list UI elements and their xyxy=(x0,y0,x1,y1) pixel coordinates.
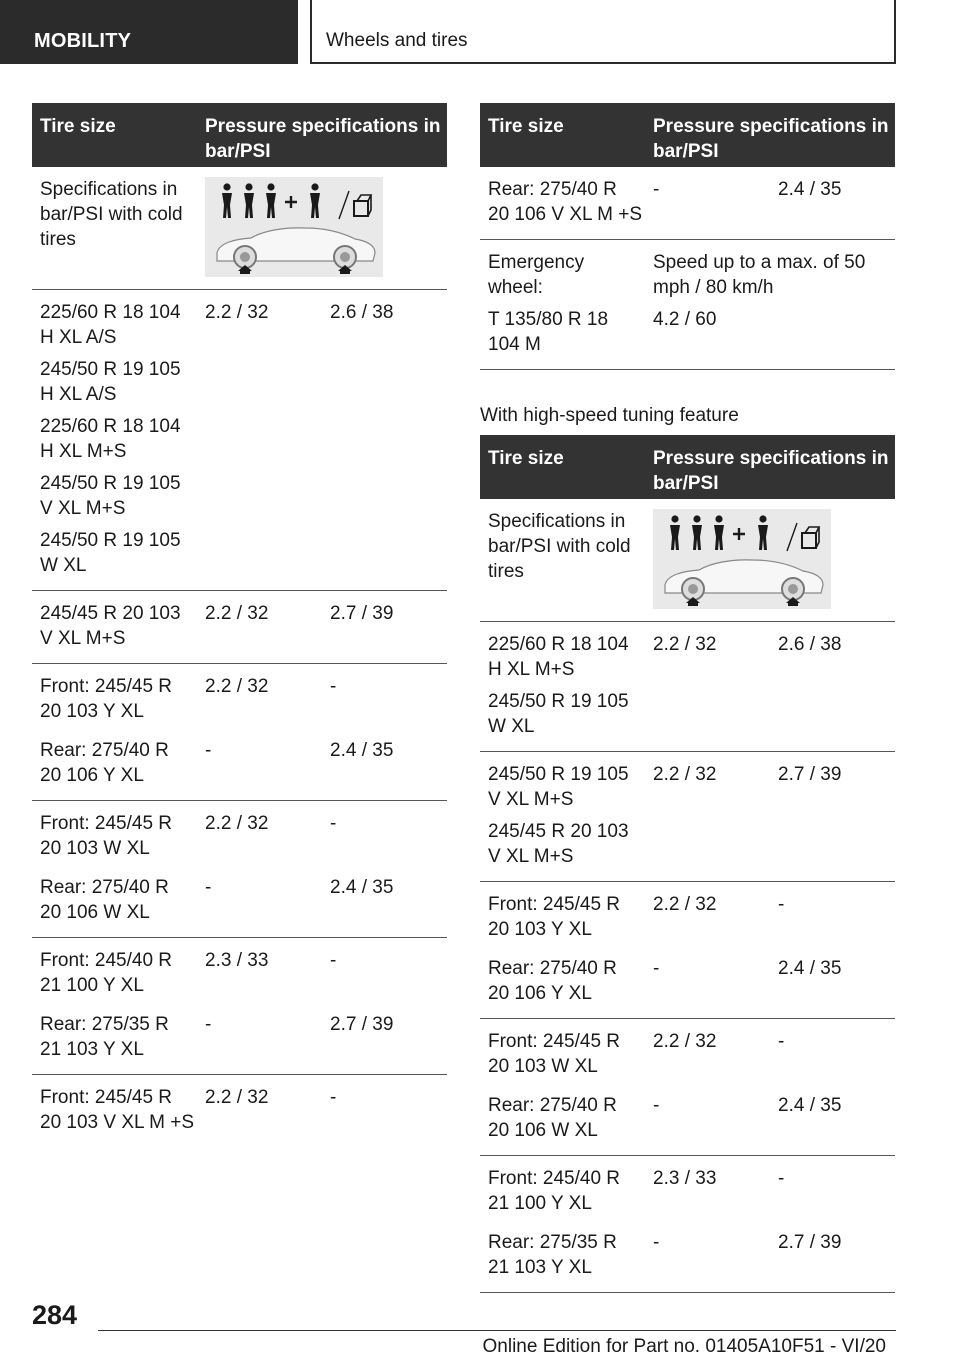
pressure-normal: 2.3 / 33 xyxy=(205,950,269,971)
tire-size: Front: 245/40 R 21 100 Y XL xyxy=(488,1168,621,1214)
pressure-full-load: 2.4 / 35 xyxy=(330,740,394,761)
spec-row xyxy=(32,167,447,290)
tire-size-cell xyxy=(488,177,653,227)
pressure-normal: - xyxy=(653,1095,660,1116)
pressure-normal: 2.3 / 33 xyxy=(653,1168,717,1189)
tire-size: Rear: 275/40 R 20 106 V XL M +S xyxy=(488,179,643,225)
tire-pair-row xyxy=(488,1166,895,1216)
tire-size: 245/50 R 19 105 H XL A/S xyxy=(40,359,181,405)
car-side-icon xyxy=(665,560,823,606)
tire-pair-row xyxy=(488,956,895,1006)
tire-size: 245/50 R 19 105 V XL M+S xyxy=(488,764,629,810)
tire-size: 245/50 R 19 105 W XL xyxy=(488,691,629,737)
table-row xyxy=(480,882,895,1019)
pressure-normal: 2.2 / 32 xyxy=(205,302,269,323)
spec-label: Specifications in bar/PSI with cold tires xyxy=(488,511,631,582)
table-header xyxy=(480,435,895,499)
pressure-normal: 2.2 / 32 xyxy=(653,634,717,655)
pressure-full-load: 2.4 / 35 xyxy=(778,958,842,979)
pressure-note-cell xyxy=(653,250,895,357)
pressure-full-load: - xyxy=(778,1168,785,1189)
pressure-normal: - xyxy=(205,877,212,898)
tire-size: 245/45 R 20 103 V XL M+S xyxy=(488,821,629,867)
table-row xyxy=(480,167,895,240)
col-header-tire-size: Tire size xyxy=(488,116,564,137)
table-row xyxy=(32,591,447,664)
pressure-full-load: 2.6 / 38 xyxy=(330,302,394,323)
tire-pair-row xyxy=(488,1093,895,1143)
load-diagram xyxy=(205,177,383,277)
pressure-normal: 2.2 / 32 xyxy=(653,764,717,785)
table-row xyxy=(32,801,447,938)
pressure-full-load: - xyxy=(778,894,785,915)
pressure-normal: 2.2 / 32 xyxy=(653,894,717,915)
pressure-full-load: 2.7 / 39 xyxy=(778,764,842,785)
tire-size: Front: 245/40 R 21 100 Y XL xyxy=(40,950,173,996)
tire-pressure-table-right-top xyxy=(480,103,895,370)
pressure-normal: 2.2 / 32 xyxy=(205,603,269,624)
tire-size-cell xyxy=(40,601,205,651)
pressure-full-load: 2.7 / 39 xyxy=(330,1014,394,1035)
chapter-header xyxy=(310,0,896,64)
pressure-full-load: 2.6 / 38 xyxy=(778,634,842,655)
tire-size-cell xyxy=(488,762,653,869)
pressure-normal: - xyxy=(205,1014,212,1035)
tire-size: Front: 245/45 R 20 103 V XL M +S xyxy=(40,1087,195,1133)
tire-size: 245/50 R 19 105 W XL xyxy=(40,530,181,576)
tire-pair-row xyxy=(40,875,447,925)
pressure-normal: 2.2 / 32 xyxy=(653,1031,717,1052)
tire-size: Front: 245/45 R 20 103 Y XL xyxy=(488,894,621,940)
pressure-full-load: - xyxy=(330,1087,337,1108)
pressure-normal: - xyxy=(205,740,212,761)
spec-label: Specifications in bar/PSI with cold tires xyxy=(40,179,183,250)
col-header-tire-size: Tire size xyxy=(40,116,116,137)
pressure-full-load: - xyxy=(778,1031,785,1052)
tire-pressure-table-high-speed xyxy=(480,435,895,1293)
edition-note: Online Edition for Part no. 01405A10F51 - VI/20 xyxy=(482,1336,886,1357)
pressure-full-load: - xyxy=(330,676,337,697)
table-row xyxy=(480,752,895,882)
tire-size: Front: 245/45 R 20 103 W XL xyxy=(488,1031,621,1077)
footer-rule xyxy=(98,1330,896,1331)
table-row xyxy=(32,1075,447,1147)
tire-size-cell xyxy=(40,1085,205,1135)
tire-size: Rear: 275/35 R 21 103 Y XL xyxy=(40,1014,169,1060)
pressure-normal: - xyxy=(653,179,660,200)
table-row xyxy=(32,664,447,801)
pressure-normal: 2.2 / 32 xyxy=(205,676,269,697)
tire-pair-row xyxy=(40,811,447,861)
pressure-full-load: 2.4 / 35 xyxy=(330,877,394,898)
tire-size: Front: 245/45 R 20 103 W XL xyxy=(40,813,173,859)
tire-size: Rear: 275/40 R 20 106 W XL xyxy=(488,1095,617,1141)
tire-size: Emergency wheel: xyxy=(488,252,585,298)
chapter-title: Wheels and tires xyxy=(326,30,468,51)
col-header-pressure: Pressure specifications in bar/PSI xyxy=(205,116,441,162)
pressure-full-load: - xyxy=(330,950,337,971)
table-row xyxy=(480,240,895,370)
tire-size: 225/60 R 18 104 H XL A/S xyxy=(40,302,181,348)
tire-pressure-table-left xyxy=(32,103,447,1147)
tire-size: 225/60 R 18 104 H XL M+S xyxy=(488,634,629,680)
tire-size: 225/60 R 18 104 H XL M+S xyxy=(40,416,181,462)
pressure-full-load: 2.4 / 35 xyxy=(778,179,842,200)
table-row xyxy=(480,1156,895,1293)
tire-pair-row xyxy=(40,948,447,998)
tire-size: 245/50 R 19 105 V XL M+S xyxy=(40,473,181,519)
pressure-normal: - xyxy=(653,1232,660,1253)
load-diagram xyxy=(653,509,831,609)
pressure-note: Speed up to a max. of 50 mph / 80 km/h xyxy=(653,252,866,298)
tire-pair-row xyxy=(40,674,447,724)
section-label: MOBILITY xyxy=(34,30,132,52)
tire-pair-row xyxy=(40,738,447,788)
pressure-normal: 2.2 / 32 xyxy=(205,813,269,834)
pressure-normal: - xyxy=(653,958,660,979)
passengers-luggage-icon xyxy=(205,177,383,277)
car-side-icon xyxy=(217,228,375,274)
col-header-pressure: Pressure specifications in bar/PSI xyxy=(653,448,889,494)
tire-pair-row xyxy=(40,1012,447,1062)
tire-pair-row xyxy=(488,892,895,942)
tire-size: Rear: 275/40 R 20 106 Y XL xyxy=(488,958,617,1004)
spec-row xyxy=(480,499,895,622)
tire-pair-row xyxy=(488,1029,895,1079)
table-header xyxy=(32,103,447,167)
pressure-note: 4.2 / 60 xyxy=(653,309,717,330)
pressure-full-load: 2.4 / 35 xyxy=(778,1095,842,1116)
passengers-luggage-icon xyxy=(653,509,831,609)
table-header xyxy=(480,103,895,167)
tire-size: Rear: 275/40 R 20 106 W XL xyxy=(40,877,169,923)
col-header-tire-size: Tire size xyxy=(488,448,564,469)
pressure-full-load: 2.7 / 39 xyxy=(778,1232,842,1253)
pressure-full-load: - xyxy=(330,813,337,834)
page-number: 284 xyxy=(32,1300,78,1330)
tire-pair-row xyxy=(488,1230,895,1280)
tire-size: 245/45 R 20 103 V XL M+S xyxy=(40,603,181,649)
tire-size: Front: 245/45 R 20 103 Y XL xyxy=(40,676,173,722)
tire-size-cell xyxy=(488,250,653,357)
tire-size-cell xyxy=(488,632,653,739)
pressure-full-load: 2.7 / 39 xyxy=(330,603,394,624)
section-tab xyxy=(0,0,298,64)
table-row xyxy=(32,938,447,1075)
tire-size: T 135/80 R 18 104 M xyxy=(488,309,609,355)
tire-size: Rear: 275/40 R 20 106 Y XL xyxy=(40,740,169,786)
tire-size-cell xyxy=(40,300,205,578)
table-row xyxy=(32,290,447,591)
table-row xyxy=(480,622,895,752)
table-row xyxy=(480,1019,895,1156)
col-header-pressure: Pressure specifications in bar/PSI xyxy=(653,116,889,162)
table-caption: With high-speed tuning feature xyxy=(480,405,739,426)
tire-size: Rear: 275/35 R 21 103 Y XL xyxy=(488,1232,617,1278)
pressure-normal: 2.2 / 32 xyxy=(205,1087,269,1108)
